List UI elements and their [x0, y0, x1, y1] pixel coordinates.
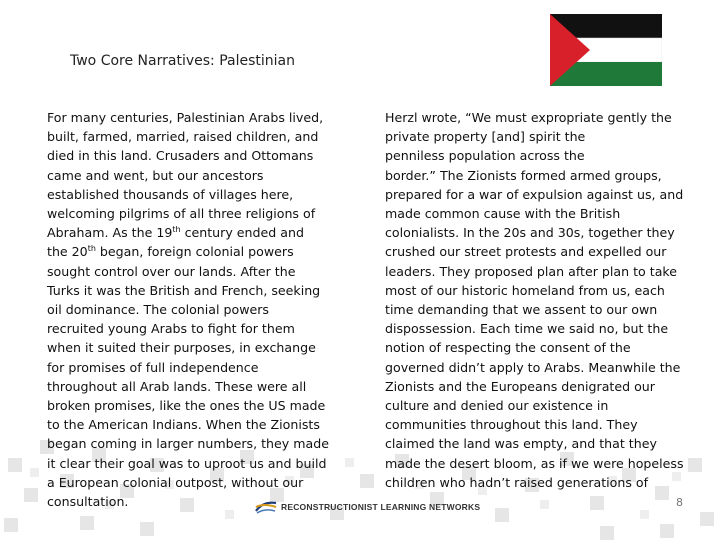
footer-logo-text: RECONSTRUCTIONIST LEARNING NETWORKS [281, 502, 481, 512]
left-column-line: it clear their goal was to uproot us and build [47, 455, 327, 471]
right-column-line: communities throughout this land. They [385, 417, 638, 433]
right-column-line: culture and denied our existence in [385, 398, 609, 414]
left-column-line: the 20th began, foreign colonial powers [47, 244, 294, 260]
left-column-line: for promises of full independence [47, 359, 259, 375]
left-column-line: consultation. [47, 494, 129, 510]
right-column-line: border.” The Zionists formed armed groups, [385, 167, 662, 183]
right-column-line: penniless population across the [385, 148, 585, 164]
right-column-line: prepared for a war of expulsion against us, and [385, 186, 684, 202]
left-column-line: Turks it was the British and French, seeking [47, 282, 321, 298]
right-column-line: private property [and] spirit the [385, 129, 586, 145]
left-column-line: a European colonial outpost, without our [47, 474, 304, 490]
right-column-line: children who hadn’t raised generations of [385, 474, 649, 490]
right-column-line: leaders. They proposed plan after plan to take [385, 263, 678, 279]
footer-logo [255, 499, 480, 515]
reconstructionist-logo-icon [255, 500, 277, 514]
left-column-line: established thousands of villages here, [47, 186, 294, 202]
left-column-line: broken promises, like the ones the US made [47, 398, 326, 414]
right-column-line: Zionists and the Europeans denigrated our [385, 378, 655, 394]
right-column-text [385, 108, 700, 492]
page-number: 8 [676, 496, 683, 509]
left-column-line: came and went, but our ancestors [47, 167, 264, 183]
right-column-line: colonialists. In the 20s and 30s, together they [385, 225, 675, 241]
left-column-line: when it suited their purposes, in exchange [47, 340, 316, 356]
right-column-line: dispossession. Each time we said no, but the [385, 321, 669, 337]
left-column-line: sought control over our lands. After the [47, 263, 296, 279]
left-column-line: For many centuries, Palestinian Arabs lived, [47, 110, 324, 125]
left-column-line: died in this land. Crusaders and Ottomans [47, 148, 314, 164]
left-column-line: oil dominance. The colonial powers [47, 302, 269, 318]
left-column-line: throughout all Arab lands. These were all [47, 378, 307, 394]
right-column-line: made the desert bloom, as if we were hopeless [385, 455, 684, 471]
left-column-line: began coming in larger numbers, they made [47, 436, 329, 452]
right-column-line: most of our historic homeland from us, each [385, 282, 665, 298]
left-column-line: to the American Indians. When the Zionists [47, 417, 320, 433]
slide-title: Two Core Narratives: Palestinian [70, 53, 295, 69]
left-column-line: welcoming pilgrims of all three religions of [47, 206, 316, 222]
right-column-line: Herzl wrote, “We must expropriate gently the [385, 110, 672, 125]
right-column-line: made common cause with the British [385, 206, 621, 222]
left-column-line: built, farmed, married, raised children, and [47, 129, 319, 145]
right-column-line: notion of respecting the consent of the [385, 340, 631, 356]
left-column-line: Abraham. As the 19th century ended and [47, 225, 304, 241]
palestinian-flag-icon [550, 14, 662, 86]
right-column-line: governed didn’t apply to Arabs. Meanwhile the [385, 359, 681, 375]
left-column-line: recruited young Arabs to fight for them [47, 321, 295, 337]
right-column-line: crushed our street protests and expelled our [385, 244, 667, 260]
right-column-line: time demanding that we assent to our own [385, 302, 658, 318]
left-column-text [47, 108, 347, 511]
right-column-line: claimed the land was empty, and that they [385, 436, 657, 452]
